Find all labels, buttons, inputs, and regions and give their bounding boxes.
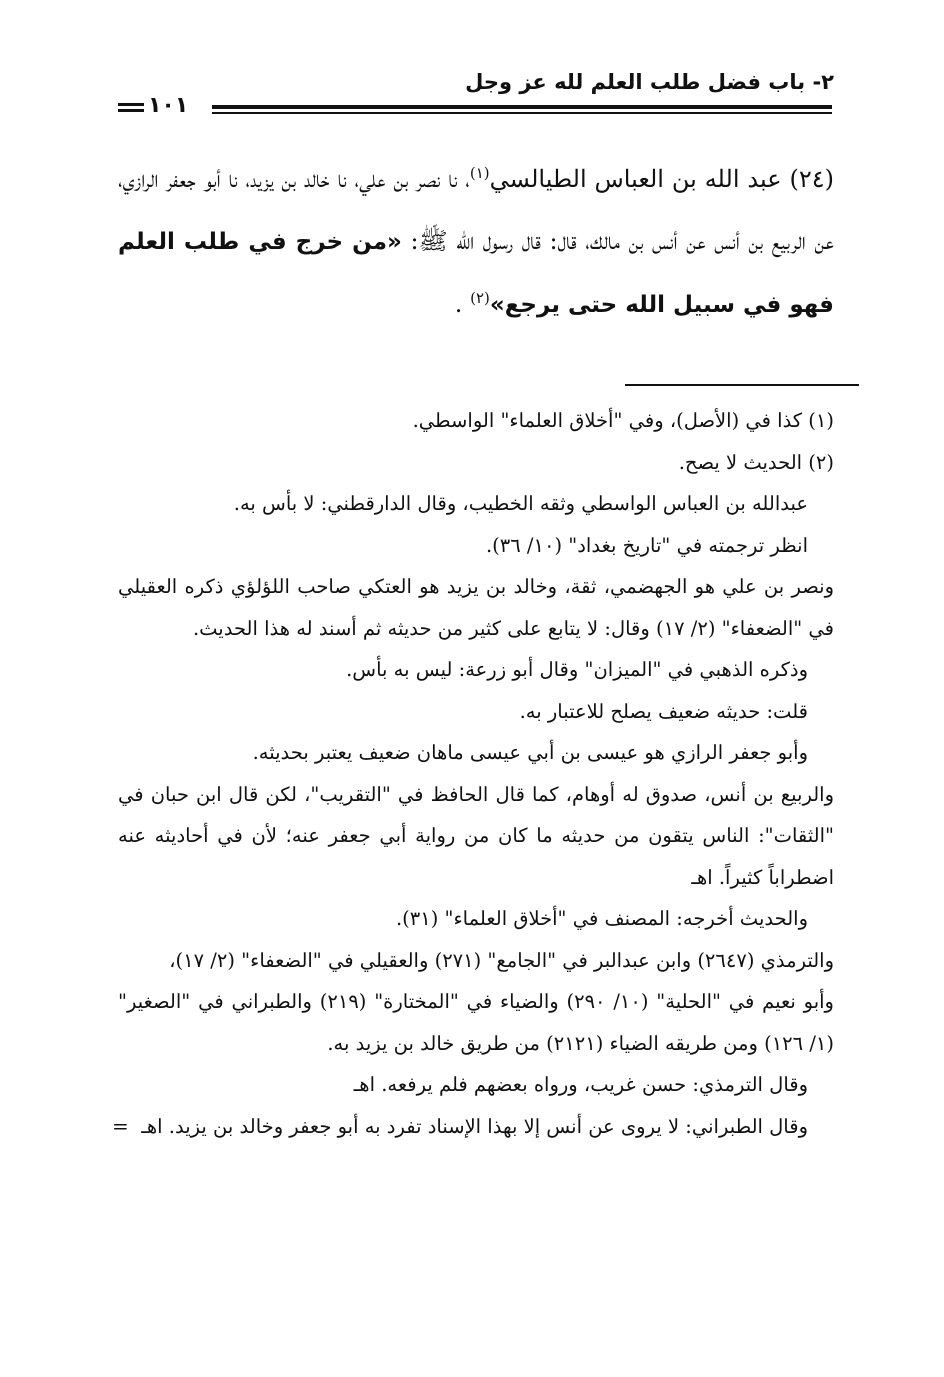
footnote-line: والترمذي (٢٦٤٧) وابن عبدالبر في "الجامع" (٢٧١) والعقيلي في "الضعفاء" (٢/ ١٧)، xyxy=(169,948,834,972)
footnote-line: والربيع بن أنس، صدوق له أوهام، كما قال الحافظ في "التقريب"، لكن قال ابن حبان في "الثقات": الناس يتقون من حديثه ما كان من رواية أبي جعفر عنه؛ لأن في أحاديثه عنه اضطراباً كثيراً. اهـ xyxy=(118,782,834,889)
footnote-line: وقال الترمذي: حسن غريب، ورواه بعضهم فلم يرفعه. اهـ xyxy=(353,1073,808,1096)
header-rule xyxy=(212,105,832,109)
hadith-paragraph xyxy=(118,148,834,336)
footnote-ref-2: (٢) xyxy=(470,289,490,307)
page-number: ١٠١ xyxy=(148,93,189,118)
isnad-rest: ، نا نصر بن علي، نا خالد بن يزيد، نا أبو جعفر الرازي، عن الربيع بن أنس عن أنس بن مالك، قال: قال رسول الله ﷺ: xyxy=(118,165,834,255)
footnote-1: (١) كذا في (الأصل)، وفي "أخلاق العلماء" الواسطي. xyxy=(412,409,834,432)
footnote-last-text: وقال الطبراني: لا يروى عن أنس إلا بهذا الإسناد تفرد به أبو جعفر وخالد بن يزيد. اهـ xyxy=(141,1114,808,1138)
footnote-line: قلت: حديثه ضعيف يصلح للاعتبار به. xyxy=(519,699,808,723)
page-number-ornament xyxy=(118,103,144,106)
footnote-line: وأبو جعفر الرازي هو عيسى بن أبي عيسى ماهان ضعيف يعتبر بحديثه. xyxy=(252,741,808,764)
footnote-line: وأبو نعيم في "الحلية" (١٠/ ٢٩٠) والضياء في "المختارة" (٢١٩) والطبراني في "الصغير" (١/ ١٢٦) ومن طريقه الضياء (٢١٢١) من طريق خالد بن يزيد به. xyxy=(118,990,834,1055)
continuation-mark: = xyxy=(112,1113,129,1138)
end-dot: . xyxy=(454,290,463,318)
footnote-line: والحديث أخرجه: المصنف في "أخلاق العلماء" (٣١). xyxy=(395,907,808,930)
isnad-start: (٢٤) عبد الله بن العباس الطيالسي xyxy=(489,165,834,193)
footnote-2: (٢) الحديث لا يصح. xyxy=(678,450,834,474)
footnote-line: عبدالله بن العباس الواسطي وثقه الخطيب، وقال الدارقطني: لا بأس به. xyxy=(233,492,808,515)
footnote-line: انظر ترجمته في "تاريخ بغداد" (١٠/ ٣٦). xyxy=(485,533,808,557)
footnote-line: وذكره الذهبي في "الميزان" وقال أبو زرعة: ليس به بأس. xyxy=(346,658,808,681)
header-rule-thin xyxy=(212,112,832,114)
running-title: ٢- باب فضل طلب العلم لله عز وجل xyxy=(465,70,834,94)
footnote-separator xyxy=(625,384,859,386)
footnotes xyxy=(112,400,834,1147)
page-number-ornament xyxy=(118,109,144,112)
main-text xyxy=(118,148,834,336)
footnote-ref-1: (١) xyxy=(469,164,490,182)
footnote-line-last xyxy=(112,1106,834,1148)
footnote-line: ونصر بن علي هو الجهضمي، ثقة، وخالد بن يزيد هو العتكي صاحب اللؤلؤي ذكره العقيلي في "الضعفاء" (٢/ ١٧) وقال: لا يتابع على كثير من حديثه ثم أسند له هذا الحديث. xyxy=(118,575,834,640)
hadith-text: «من خرج في طلب العلم فهو في سبيل الله حتى يرجع» xyxy=(118,229,834,318)
